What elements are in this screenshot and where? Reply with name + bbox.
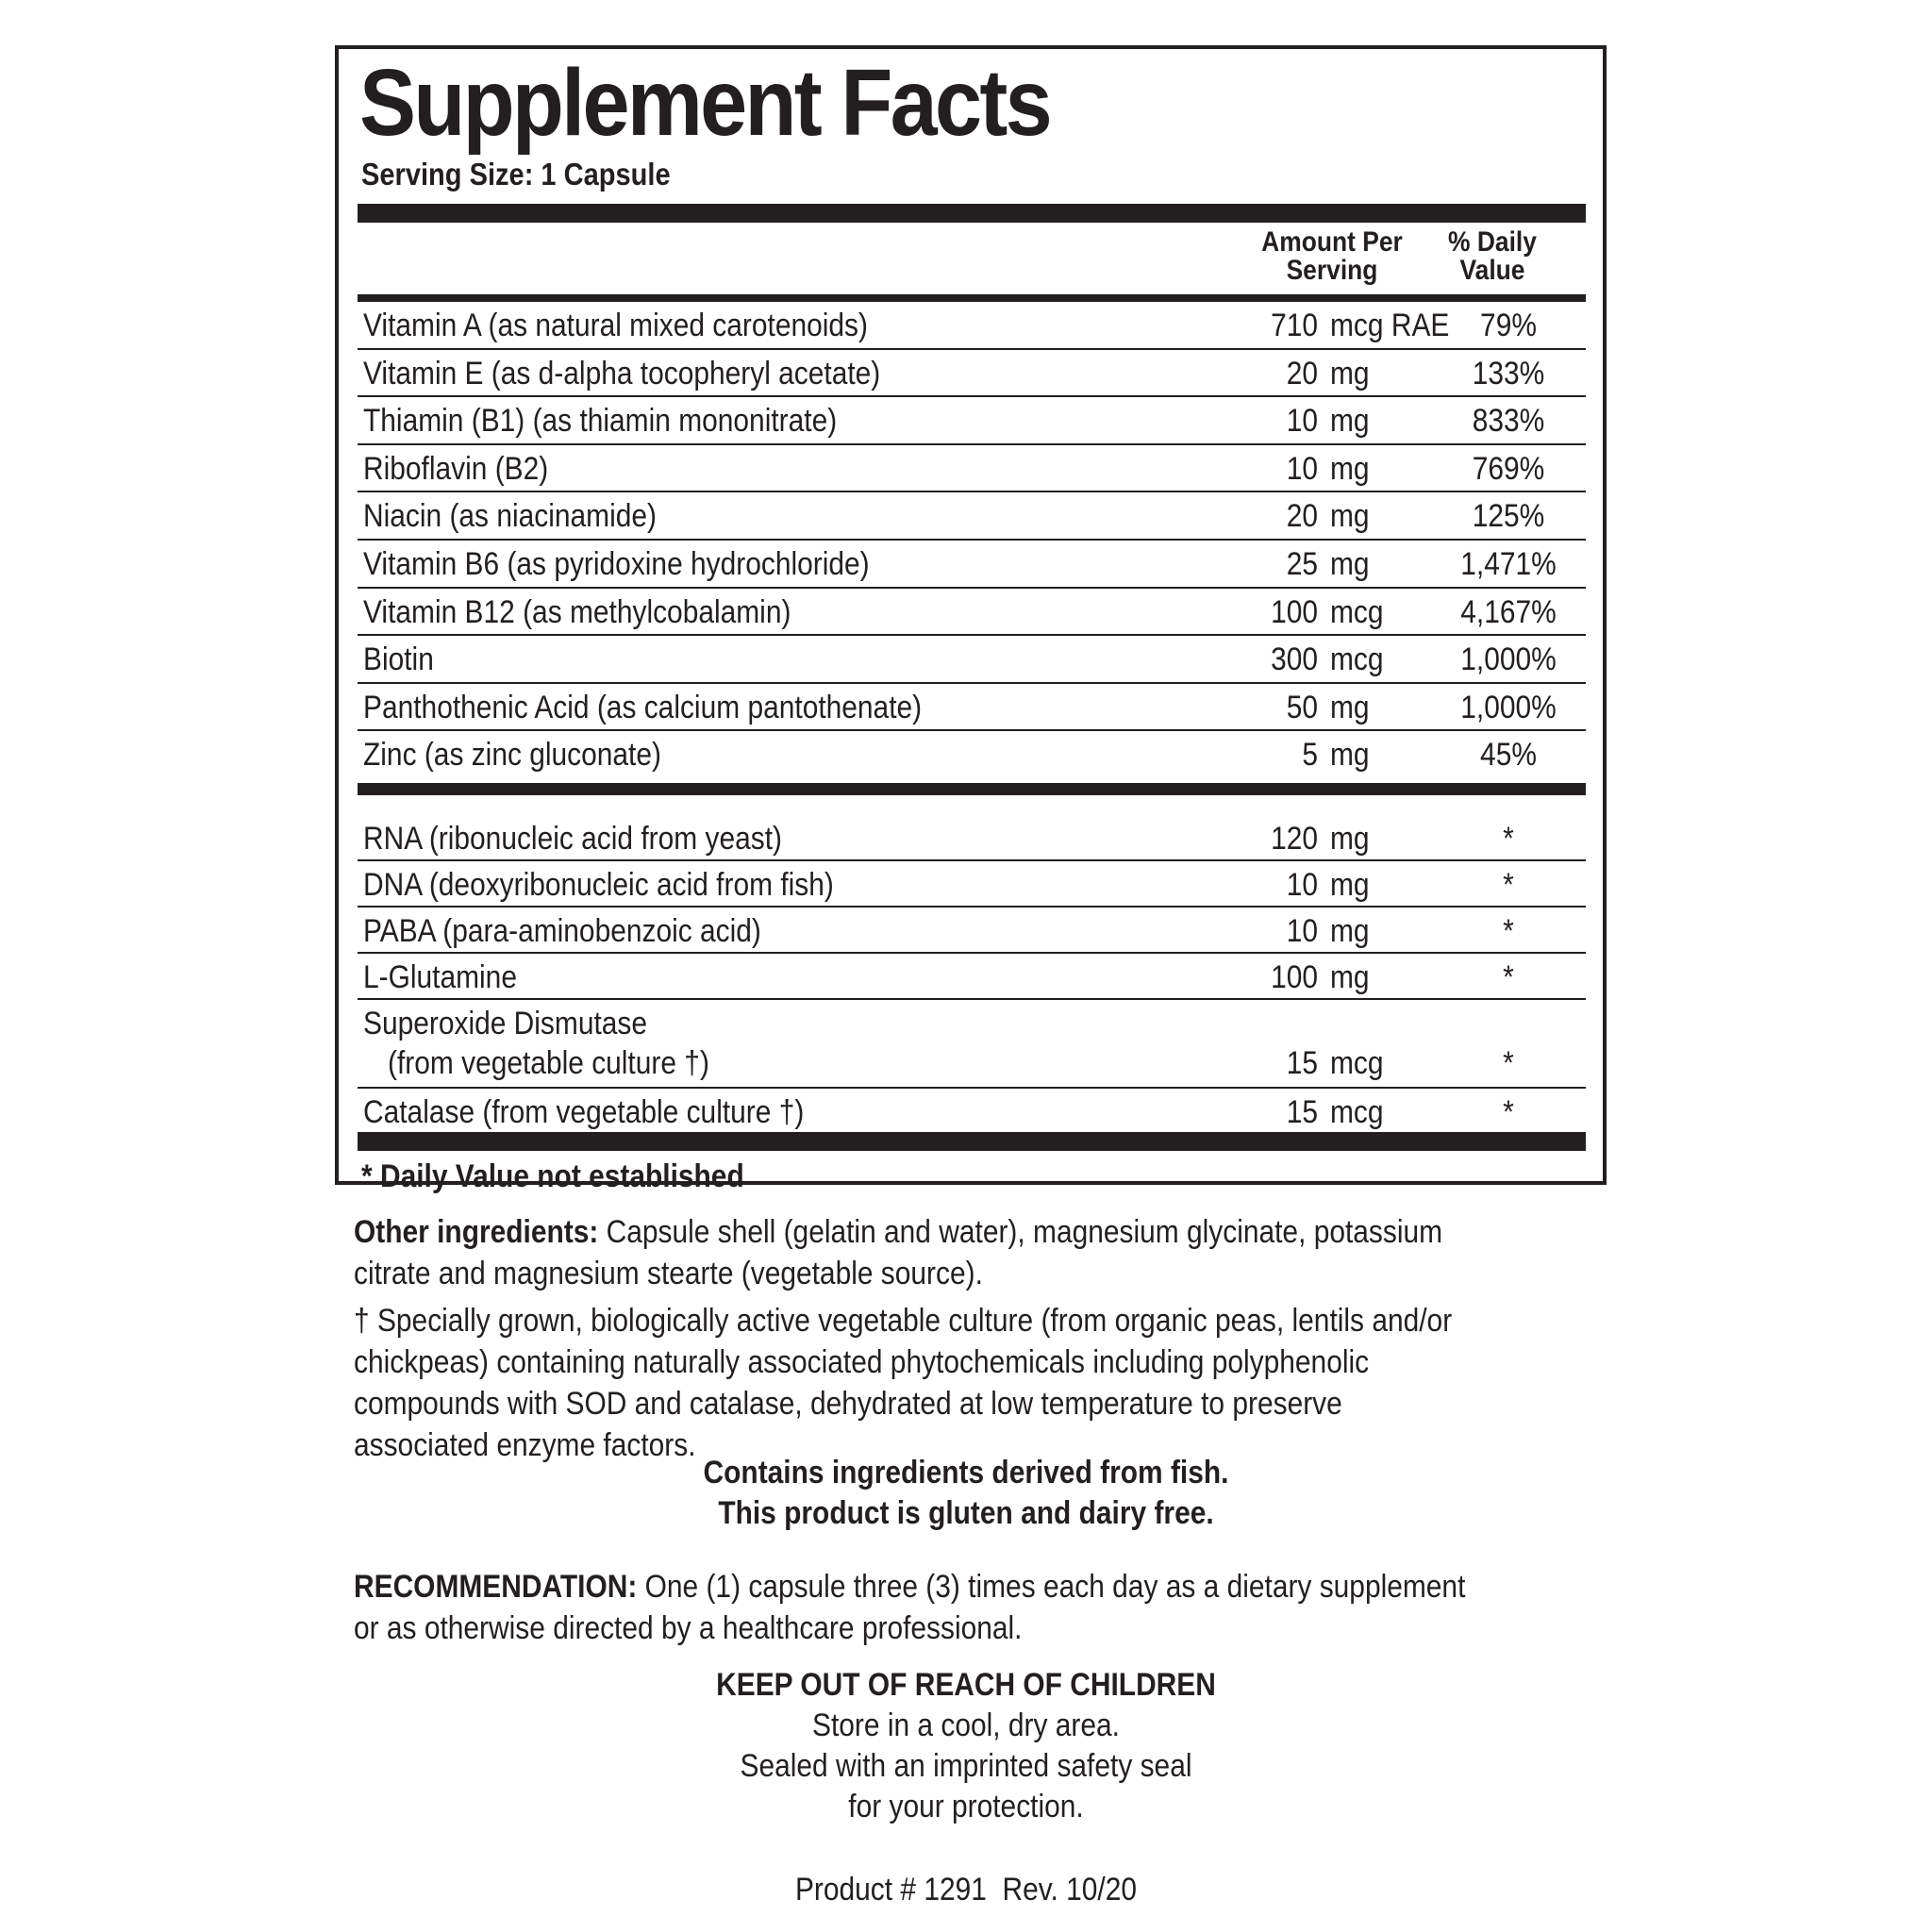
nutrient-name: DNA (deoxyribonucleic acid from fish) — [363, 867, 834, 903]
amount-per-serving-header: Amount Per Serving — [1261, 226, 1403, 286]
nutrient-name: Zinc (as zinc gluconate) — [363, 737, 661, 774]
nutrient-amount: 100 — [1271, 959, 1318, 995]
nutrient-daily-value: * — [1503, 959, 1514, 995]
nutrient-name: Vitamin A (as natural mixed carotenoids) — [363, 308, 868, 343]
nutrient-row — [358, 350, 1586, 398]
nutrient-daily-value: * — [1503, 913, 1514, 949]
nutrient-amount: 20 — [1286, 355, 1318, 391]
nutrient-daily-value: 45% — [1480, 737, 1537, 774]
nutrient-name: L-Glutamine — [363, 959, 517, 995]
allergen-statement — [0, 1453, 1932, 1534]
nutrient-daily-value: 125% — [1472, 498, 1545, 535]
nutrient-unit: mg — [1330, 959, 1370, 995]
daily-value-footnote: * Daily Value not established — [361, 1158, 744, 1194]
nutrient-name: Vitamin B12 (as methylcobalamin) — [363, 593, 791, 630]
other-ingredients-label: Other ingredients: — [354, 1214, 599, 1250]
nutrient-daily-value: * — [1503, 1045, 1514, 1081]
nutrient-name: Biotin — [363, 641, 434, 678]
nutrient-row — [358, 397, 1586, 445]
nutrient-daily-value: 133% — [1472, 355, 1545, 391]
warning-line-1: Store in a cool, dry area. — [812, 1707, 1120, 1743]
warning-block — [0, 1665, 1932, 1827]
nutrient-amount: 15 — [1286, 1094, 1318, 1130]
nutrient-amount: 120 — [1271, 821, 1318, 857]
panel-title: Supplement Facts — [359, 50, 1050, 156]
nutrient-row — [358, 815, 1586, 861]
nutrient-row — [358, 541, 1586, 589]
nutrient-row — [358, 445, 1586, 493]
recommendation-text: One (1) capsule three (3) times each day as a dietary supplement or as otherwise directed by a healthcare professional. — [354, 1569, 1466, 1646]
dagger-note: † Specially grown, biologically active vegetable culture (from organic peas, lentils and/or chickpeas) containing naturally associated phytochemicals including polyphenolic compounds with SOD and catalase, dehydrated at low temperature to preserve associated enzyme factors. — [354, 1303, 1453, 1463]
nutrient-row — [358, 492, 1586, 541]
nutrient-unit: mg — [1330, 867, 1370, 903]
nutrient-row-catalase — [358, 1089, 1586, 1134]
nutrient-daily-value: * — [1503, 867, 1514, 903]
nutrient-name: Riboflavin (B2) — [363, 450, 549, 487]
product-number: Product # 1291 Rev. 10/20 — [794, 1872, 1138, 1907]
nutrient-amount: 15 — [1286, 1045, 1318, 1081]
nutrient-daily-value: 1,471% — [1460, 546, 1557, 582]
nutrient-row — [358, 731, 1586, 779]
nutrient-row-sod — [358, 1000, 1586, 1089]
nutrient-daily-value: 1,000% — [1460, 689, 1557, 725]
warning-line-3: for your protection. — [848, 1789, 1084, 1824]
nutrient-daily-value: 4,167% — [1460, 593, 1557, 630]
nutrient-daily-value: 833% — [1472, 403, 1545, 440]
nutrient-unit: mg — [1330, 403, 1370, 440]
nutrient-daily-value: * — [1503, 821, 1514, 857]
nutrient-unit: mg — [1330, 355, 1370, 391]
nutrient-daily-value: 1,000% — [1460, 641, 1557, 678]
supplement-facts-panel — [335, 45, 1607, 1194]
nutrient-amount: 10 — [1286, 403, 1318, 440]
nutrient-name-line2: (from vegetable culture †) — [388, 1045, 709, 1081]
nutrient-name: Vitamin B6 (as pyridoxine hydrochloride) — [363, 546, 870, 582]
warning-line-2: Sealed with an imprinted safety seal — [740, 1748, 1192, 1784]
nutrient-row — [358, 302, 1586, 350]
nutrient-daily-value: 79% — [1480, 308, 1537, 343]
nutrient-amount: 5 — [1302, 737, 1318, 774]
nutrient-row — [358, 636, 1586, 684]
nutrient-amount: 25 — [1286, 546, 1318, 582]
warning-title: KEEP OUT OF REACH OF CHILDREN — [716, 1667, 1216, 1703]
nutrient-unit: mg — [1330, 689, 1370, 725]
nutrient-name: Panthothenic Acid (as calcium pantothenate) — [363, 689, 923, 725]
nutrient-unit: mg — [1330, 450, 1370, 487]
allergen-line-1: Contains ingredients derived from fish. — [703, 1455, 1229, 1491]
nutrient-row — [358, 908, 1586, 954]
nutrient-unit: mg — [1330, 737, 1370, 774]
nutrient-amount: 20 — [1286, 498, 1318, 535]
nutrient-daily-value: * — [1503, 1094, 1514, 1130]
nutrient-name: Thiamin (B1) (as thiamin mononitrate) — [363, 403, 838, 440]
nutrient-unit: mcg RAE — [1330, 308, 1450, 343]
nutrient-amount: 300 — [1271, 641, 1318, 678]
daily-value-header: % Daily Value — [1448, 226, 1537, 286]
nutrient-amount: 10 — [1286, 450, 1318, 487]
other-ingredients — [354, 1211, 1466, 1294]
nutrient-row — [358, 861, 1586, 908]
header-divider — [358, 294, 1586, 302]
nutrient-unit: mcg — [1330, 1094, 1384, 1130]
nutrient-unit: mcg — [1330, 593, 1384, 630]
nutrient-unit: mg — [1330, 498, 1370, 535]
nutrient-row — [358, 589, 1586, 637]
nutrient-amount: 50 — [1286, 689, 1318, 725]
nutrient-unit: mcg — [1330, 641, 1384, 678]
section-divider — [358, 783, 1586, 795]
nutrient-unit: mg — [1330, 913, 1370, 949]
nutrient-unit: mcg — [1330, 1045, 1384, 1081]
nutrient-unit: mg — [1330, 546, 1370, 582]
nutrient-amount: 100 — [1271, 593, 1318, 630]
recommendation-label: RECOMMENDATION: — [354, 1569, 638, 1605]
nutrient-row — [358, 954, 1586, 1000]
nutrient-amount: 10 — [1286, 867, 1318, 903]
nutrient-row — [358, 684, 1586, 732]
nutrient-name: PABA (para-aminobenzoic acid) — [363, 913, 761, 949]
thick-divider — [358, 204, 1586, 223]
other-ingredients-text: Capsule shell (gelatin and water), magnesium glycinate, potassium citrate and magnesium stearte (vegetable source). — [354, 1214, 1443, 1291]
nutrient-daily-value: 769% — [1472, 450, 1545, 487]
nutrient-name: RNA (ribonucleic acid from yeast) — [363, 821, 782, 857]
bottom-divider — [358, 1132, 1586, 1151]
nutrient-name: Vitamin E (as d-alpha tocopheryl acetate) — [363, 355, 881, 391]
allergen-line-2: This product is gluten and dairy free. — [718, 1495, 1214, 1531]
serving-size: Serving Size: 1 Capsule — [361, 157, 671, 192]
nutrient-name: Niacin (as niacinamide) — [363, 498, 657, 535]
nutrient-amount: 10 — [1286, 913, 1318, 949]
nutrient-unit: mg — [1330, 821, 1370, 857]
nutrient-amount: 710 — [1271, 308, 1318, 343]
recommendation — [354, 1566, 1466, 1649]
nutrient-name: Catalase (from vegetable culture †) — [363, 1094, 805, 1130]
nutrient-name: Superoxide Dismutase — [363, 1006, 648, 1041]
